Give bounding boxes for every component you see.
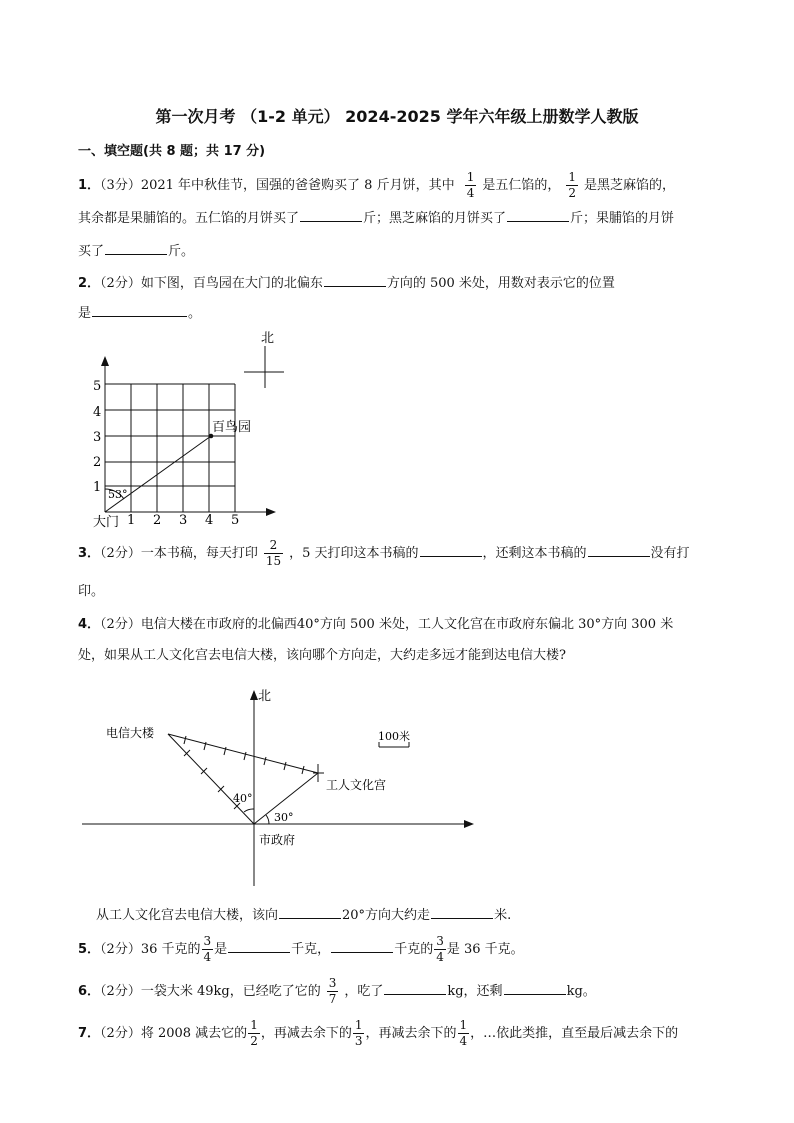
q6-text-2: ，吃了 [344, 984, 384, 999]
q6-text-1: 一袋大米 49kg，已经吃了它的 [140, 984, 321, 999]
q6-blank-1[interactable] [384, 981, 446, 995]
q3-text-2: ，5 天打印这本书稿的 [289, 546, 419, 561]
q4-text-3: 从工人文化宫去电信大楼，该向 [96, 908, 279, 923]
q7-text-2: ，再减去余下的 [260, 1026, 352, 1041]
y-tick-3: 3 [93, 430, 102, 445]
q4-number: 4． [78, 617, 101, 632]
q1-blank-1[interactable] [300, 208, 362, 222]
q4-text-4: 20°方向大约走 [342, 908, 431, 923]
q1-blank-2[interactable] [507, 208, 569, 222]
q1-text-7: 买了 [78, 244, 105, 259]
y-tick-4: 4 [93, 405, 102, 420]
q1-text-2: 是五仁馅的， [482, 178, 561, 193]
q6-text-3: kg，还剩 [447, 984, 503, 999]
q6-fraction-1: $\frac{3}{7}$ [328, 976, 337, 1006]
q2-score: （2分） [100, 276, 141, 291]
q7-text-1: 将 2008 减去它的 [140, 1026, 248, 1041]
q7-fraction-2: $\frac{1}{3}$ [354, 1018, 363, 1048]
x-tick-3: 3 [179, 513, 188, 528]
angle-label: 53° [108, 488, 128, 501]
q5-fraction-2: $\frac{3}{4}$ [436, 934, 444, 964]
y-tick-5: 5 [93, 379, 102, 394]
angle-30-label: 30° [274, 811, 294, 824]
q4-text-2: 处，如果从工人文化宫去电信大楼，该向哪个方向走，大约走多远才能到达电信大楼? [78, 648, 566, 663]
q1-line-1 [78, 170, 675, 201]
q3-score: （2分） [100, 546, 141, 561]
q7-score: （2分） [100, 1026, 141, 1041]
q5-text-4: 千克的 [394, 942, 434, 957]
q5-score: （2分） [100, 942, 141, 957]
q1-text-6: 斤；果脯馅的月饼 [570, 211, 675, 226]
q3-line-1 [78, 538, 690, 569]
y-tick-1: 1 [93, 480, 102, 495]
q3-blank-2[interactable] [588, 543, 650, 557]
q1-text-3: 是黑芝麻馅的， [584, 178, 676, 193]
page-title: 第一次月考 （1-2 单元） 2024-2025 学年六年级上册数学人教版 [155, 107, 639, 126]
q1-text-4: 其余都是果脯馅的。五仁馅的月饼买了 [78, 211, 300, 226]
q3-text-5: 印。 [78, 584, 105, 599]
q2-text-2: 方向的 500 米处，用数对表示它的位置 [386, 276, 615, 291]
q1-text-8: 斤。 [168, 244, 195, 259]
q4-answer-line [96, 904, 511, 923]
q3-text-4: 没有打 [650, 546, 690, 561]
building-a-label: 电信大楼 [106, 726, 155, 740]
q5-blank-1[interactable] [228, 939, 290, 953]
q2-grid-figure [88, 326, 288, 532]
q2-text-4: 。 [188, 306, 202, 321]
q4-line-2 [78, 644, 566, 663]
building-b-label: 工人文化宫 [326, 778, 387, 792]
x-tick-5: 5 [231, 513, 240, 528]
q2-blank-1[interactable] [324, 273, 386, 287]
q1-line-3 [78, 240, 194, 259]
q2-text-3: 是 [78, 306, 92, 321]
q2-blank-2[interactable] [92, 303, 187, 317]
q5-text-2: 是 [214, 942, 228, 957]
q4-north-label: 北 [258, 689, 272, 704]
q7-line-1 [78, 1018, 678, 1049]
q3-text-1: 一本书稿，每天打印 [140, 546, 258, 561]
q5-blank-2[interactable] [331, 939, 393, 953]
x-tick-1: 1 [127, 513, 136, 528]
q3-blank-1[interactable] [420, 543, 482, 557]
angle-40-label: 40° [233, 792, 253, 805]
q1-line-2 [78, 207, 674, 226]
q3-line-2 [78, 580, 104, 599]
north-label: 北 [261, 331, 275, 346]
q5-number: 5． [78, 942, 101, 957]
q5-text-3: 千克， [291, 942, 331, 957]
q4-text-1: 电信大楼在市政府的北偏西40°方向 500 米处，工人文化宫在市政府东偏北 30°方向 300 米 [140, 617, 674, 632]
q4-text-5: 米. [494, 908, 512, 923]
q1-blank-3[interactable] [105, 241, 167, 255]
q3-fraction-1: $\frac{2}{15}$ [265, 538, 282, 568]
q7-text-3: ，再减去余下的 [365, 1026, 457, 1041]
q5-text-5: 是 36 千克。 [446, 942, 524, 957]
q2-text-1: 如下图，百鸟园在大门的北偏东 [140, 276, 323, 291]
section-heading: 一、填空题(共 8 题；共 17 分) [78, 144, 266, 159]
x-tick-4: 4 [205, 513, 214, 528]
q2-line-2 [78, 302, 201, 321]
q1-text-5: 斤；黑芝麻馅的月饼买了 [363, 211, 507, 226]
q4-blank-1[interactable] [279, 905, 341, 919]
q6-text-4: kg。 [566, 984, 596, 999]
q4-map-figure [76, 684, 476, 890]
place-label: 百鸟园 [212, 420, 252, 435]
q1-text-1: 2021 年中秋佳节，国强的爸爸购买了 8 斤月饼，其中 [140, 178, 455, 193]
q7-text-4: ，…依此类推，直至最后减去余下的 [470, 1026, 679, 1041]
q7-number: 7． [78, 1026, 101, 1041]
q3-number: 3． [78, 546, 101, 561]
q1-fraction-2: $\frac{1}{2}$ [568, 170, 577, 200]
q1-score: （3分） [100, 178, 141, 193]
q6-number: 6． [78, 984, 101, 999]
q5-text-1: 36 千克的 [140, 942, 201, 957]
origin-o-label: 市政府 [259, 833, 296, 847]
scale-label: 100米 [378, 730, 410, 743]
q4-score: （2分） [100, 617, 141, 632]
q6-score: （2分） [100, 984, 141, 999]
q2-line-1 [78, 272, 615, 291]
q2-number: 2． [78, 276, 101, 291]
q6-blank-2[interactable] [504, 981, 566, 995]
origin-label: 大门 [93, 515, 120, 530]
q5-fraction-1: $\frac{3}{4}$ [203, 934, 212, 964]
x-tick-2: 2 [153, 513, 162, 528]
q7-fraction-1: $\frac{1}{2}$ [250, 1018, 258, 1048]
y-tick-2: 2 [93, 455, 102, 470]
q3-text-3: ，还剩这本书稿的 [482, 546, 587, 561]
q1-fraction-1: $\frac{1}{4}$ [466, 170, 475, 200]
q4-line-1 [78, 613, 673, 632]
q6-line-1 [78, 976, 596, 1007]
q5-line-1 [78, 934, 524, 965]
q4-blank-2[interactable] [431, 905, 493, 919]
q1-number: 1． [78, 178, 101, 193]
q7-fraction-3: $\frac{1}{4}$ [459, 1018, 468, 1048]
